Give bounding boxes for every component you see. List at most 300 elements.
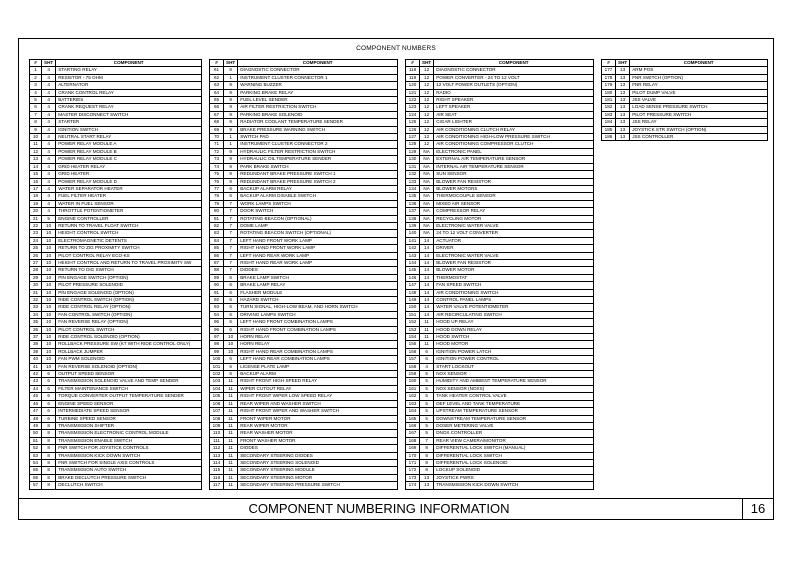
component-number: 130 <box>406 156 420 163</box>
title-block <box>18 498 774 520</box>
component-name: RIGHT HAND FRONT WORK LAMP <box>238 245 398 252</box>
component-number: 16 <box>30 178 42 185</box>
sheet-number: 13 <box>616 89 630 96</box>
component-number: 79 <box>210 200 224 207</box>
sheet-number: 6 <box>42 371 56 378</box>
sheet-number: 11 <box>224 430 238 437</box>
component-number: 106 <box>210 400 224 407</box>
sheet-number: 8 <box>420 445 434 452</box>
sheet-number: 4 <box>42 111 56 118</box>
sheet-number: 9 <box>224 163 238 170</box>
sheet-number: NA <box>420 163 434 170</box>
sheet-number: NA <box>420 200 434 207</box>
component-number: 1 <box>30 67 42 74</box>
sheet-number: 7 <box>224 200 238 207</box>
sheet-number: 7 <box>224 259 238 266</box>
component-number: 181 <box>602 97 616 104</box>
component-number: 129 <box>406 148 420 155</box>
sheet-number: 14 <box>420 245 434 252</box>
table-row <box>406 363 594 370</box>
sheet-number: 10 <box>42 334 56 341</box>
sheet-number: 11 <box>224 415 238 422</box>
component-number: 113 <box>210 452 224 459</box>
table-row <box>30 459 202 466</box>
component-number: 67 <box>210 111 224 118</box>
table-row <box>210 178 398 185</box>
component-number: 24 <box>30 237 42 244</box>
component-name: DOME LAMP <box>238 222 398 229</box>
table-row <box>406 415 594 422</box>
table-row <box>30 171 202 178</box>
component-number: 53 <box>30 452 42 459</box>
component-name: DIODES <box>238 445 398 452</box>
component-number: 26 <box>30 252 42 259</box>
table-row <box>210 267 398 274</box>
component-number: 103 <box>210 378 224 385</box>
component-name: OUTPUT SPEED SENSOR <box>56 371 202 378</box>
table-row <box>602 119 768 126</box>
component-number: 169 <box>406 445 420 452</box>
component-number: 5 <box>30 97 42 104</box>
sheet-number: 10 <box>42 348 56 355</box>
component-name: ELECTRONIC WATER VALVE <box>434 252 594 259</box>
component-name: LOAD SENSE PRESSURE SWITCH <box>630 104 768 111</box>
component-name: ROLLBACK PRESSURE SW (KT WITH RIDE CONTROL ONLY) <box>56 341 202 348</box>
document-frame <box>18 38 774 520</box>
component-name: INTERMEDIATE SPEED SENSOR <box>56 408 202 415</box>
table-row <box>406 259 594 266</box>
component-number: 137 <box>406 208 420 215</box>
component-name: RIGHT SPEAKER <box>434 97 594 104</box>
sheet-number: NA <box>420 193 434 200</box>
sheet-number: 14 <box>420 289 434 296</box>
page-title: COMPONENT NUMBERS <box>356 45 436 52</box>
component-number: 138 <box>406 215 420 222</box>
component-name: BACKUP ALARM <box>238 371 398 378</box>
sheet-number: 10 <box>42 245 56 252</box>
component-number: 164 <box>406 408 420 415</box>
component-name: RADIO <box>434 89 594 96</box>
component-number: 44 <box>30 385 42 392</box>
table-row <box>406 371 594 378</box>
sheet-number: 11 <box>224 378 238 385</box>
component-name: RIGHT HAND REAR COMBINATION LAMPS <box>238 348 398 355</box>
sheet-number: 4 <box>42 156 56 163</box>
table-row <box>30 111 202 118</box>
component-number: 82 <box>210 222 224 229</box>
component-number: 55 <box>30 467 42 474</box>
component-name: BLOWER FAN RESISTOR <box>434 178 594 185</box>
table-row <box>210 82 398 89</box>
component-number: 92 <box>210 297 224 304</box>
sheet-number: 13 <box>616 126 630 133</box>
component-number: 178 <box>602 74 616 81</box>
component-number: 155 <box>406 341 420 348</box>
component-number: 66 <box>210 104 224 111</box>
component-name: IGNITION SWITCH <box>56 126 202 133</box>
component-number: 110 <box>210 430 224 437</box>
component-name: POWER RELAY MODULE B <box>56 148 202 155</box>
sheet-number: 6 <box>42 415 56 422</box>
sheet-number: 10 <box>42 267 56 274</box>
component-name: TURN SIGNAL, HIGH-LOW BEAM, AND HORN SWITCH <box>238 304 398 311</box>
table-row <box>406 156 594 163</box>
sheet-number: 8 <box>420 459 434 466</box>
table-row <box>406 185 594 192</box>
component-name: EXTERNAL AIR TEMPERATURE SENSOR <box>434 156 594 163</box>
sheet-number: 13 <box>616 104 630 111</box>
sheet-number: 6 <box>42 400 56 407</box>
component-number: 117 <box>210 482 224 489</box>
component-number: 185 <box>602 126 616 133</box>
table-row <box>30 222 202 229</box>
sheet-number: 6 <box>224 185 238 192</box>
component-number: 171 <box>406 459 420 466</box>
component-name: RIDE CONTROL SWITCH (OPTION) <box>56 297 202 304</box>
table-row <box>30 393 202 400</box>
table-row <box>30 178 202 185</box>
component-name: RIDE CONTROL RELAY (OPTION) <box>56 304 202 311</box>
sheet-number: 10 <box>224 341 238 348</box>
sheet-number: 4 <box>42 141 56 148</box>
table-row <box>210 304 398 311</box>
component-number: 77 <box>210 185 224 192</box>
component-number: 124 <box>406 111 420 118</box>
table-row <box>30 119 202 126</box>
table-row <box>30 104 202 111</box>
component-name: DEF LEVEL AND TANK TEMPERATURE <box>434 400 594 407</box>
table-row <box>30 252 202 259</box>
component-number: 159 <box>406 371 420 378</box>
table-row <box>210 222 398 229</box>
table-row <box>30 67 202 74</box>
table-row <box>30 319 202 326</box>
component-header: COMPONENT <box>238 60 398 67</box>
page-number: 16 <box>742 499 773 519</box>
sheet-number: 4 <box>42 163 56 170</box>
sheet-number: 12 <box>420 104 434 111</box>
component-number: 68 <box>210 119 224 126</box>
sheet-number: 7 <box>224 267 238 274</box>
component-number: 57 <box>30 482 42 489</box>
sheet-number: 9 <box>224 104 238 111</box>
component-number: 135 <box>406 193 420 200</box>
component-name: DIFFERENTIAL LOCK SOLENOID <box>434 459 594 466</box>
sheet-number: 8 <box>224 67 238 74</box>
component-number: 23 <box>30 230 42 237</box>
table-row <box>406 297 594 304</box>
table-row <box>210 422 398 429</box>
component-name: REAR WASHER MOTOR <box>238 430 398 437</box>
sheet-number: 13 <box>616 111 630 118</box>
sheet-number: 11 <box>224 393 238 400</box>
table-row <box>30 297 202 304</box>
component-name: TURBINE SPEED SENSOR <box>56 415 202 422</box>
component-name: REDUNDANT BRAKE PRESSURE SWITCH 2 <box>238 178 398 185</box>
sheet-number: 9 <box>224 126 238 133</box>
sheet-number: 5 <box>420 385 434 392</box>
table-row <box>30 482 202 489</box>
sheet-number: 7 <box>224 252 238 259</box>
component-number: 161 <box>406 385 420 392</box>
component-name: RETURN TO ZIG PROXIMITY SWITCH <box>56 245 202 252</box>
table-row <box>210 252 398 259</box>
component-number: 61 <box>210 67 224 74</box>
component-number: 4 <box>30 89 42 96</box>
component-number: 31 <box>30 289 42 296</box>
component-number: 112 <box>210 445 224 452</box>
table-row <box>406 200 594 207</box>
component-name: NOX SENSOR <box>434 371 594 378</box>
sheet-number: 5 <box>42 215 56 222</box>
component-name: RIGHT HAND REAR WORK LAMP <box>238 259 398 266</box>
table-row <box>406 385 594 392</box>
component-name: FAN SPEED SWITCH <box>434 282 594 289</box>
sheet-number: 6 <box>224 297 238 304</box>
component-name: INSTRUMENT CLUSTER CONNECTOR 1 <box>238 74 398 81</box>
table-row <box>30 385 202 392</box>
sheet-number: NA <box>420 222 434 229</box>
table-row <box>210 141 398 148</box>
sht-header: SHT <box>42 60 56 67</box>
sheet-number: 10 <box>42 356 56 363</box>
component-header: COMPONENT <box>56 60 202 67</box>
component-number: 50 <box>30 430 42 437</box>
table-row <box>210 126 398 133</box>
component-name: ALTERNATOR <box>56 82 202 89</box>
sheet-number: 10 <box>42 326 56 333</box>
component-name: PILOT CONTROL SWITCH <box>56 326 202 333</box>
component-name: BRAKE LAMP RELAY <box>238 282 398 289</box>
num-header: # <box>210 60 224 67</box>
sheet-number: 4 <box>42 67 56 74</box>
component-number: 76 <box>210 178 224 185</box>
component-number: 98 <box>210 341 224 348</box>
sheet-number: 11 <box>224 445 238 452</box>
component-number: 116 <box>210 474 224 481</box>
component-name: BRAKE PRESSURE WARNING SWITCH <box>238 126 398 133</box>
sheet-number: 10 <box>42 363 56 370</box>
sheet-number: 14 <box>420 311 434 318</box>
component-number: 119 <box>406 74 420 81</box>
sheet-number: 6 <box>42 408 56 415</box>
table-row <box>30 141 202 148</box>
sheet-number: 8 <box>42 467 56 474</box>
component-name: WATER SEPARATOR HEATER <box>56 185 202 192</box>
table-row <box>30 148 202 155</box>
component-number: 34 <box>30 311 42 318</box>
component-name: RETURN TO TRAVEL FLOAT SWITCH <box>56 222 202 229</box>
component-number: 33 <box>30 304 42 311</box>
component-number: 13 <box>30 156 42 163</box>
table-row <box>406 104 594 111</box>
component-name: ARM POS <box>630 67 768 74</box>
component-name: LEFT HAND REAR WORK LAMP <box>238 252 398 259</box>
table-row <box>406 178 594 185</box>
table-row <box>30 445 202 452</box>
table-row <box>210 259 398 266</box>
table-row <box>30 134 202 141</box>
table-row <box>602 134 768 141</box>
table-row <box>210 474 398 481</box>
sheet-number: 5 <box>420 430 434 437</box>
sheet-number: 8 <box>420 452 434 459</box>
table-row <box>30 185 202 192</box>
component-number: 170 <box>406 452 420 459</box>
table-row <box>30 422 202 429</box>
sheet-number: NA <box>420 156 434 163</box>
component-name: PILOT PRESSURE SWITCH <box>630 111 768 118</box>
table-row <box>210 289 398 296</box>
sheet-number: 1 <box>224 134 238 141</box>
component-name: FILTER MAINTENANCE SWITCH <box>56 385 202 392</box>
component-name: THROTTLE POTENTIOMETER <box>56 208 202 215</box>
sheet-number: 6 <box>42 378 56 385</box>
sheet-number: 8 <box>42 482 56 489</box>
table-row <box>406 430 594 437</box>
component-name: SUN SENSOR <box>434 171 594 178</box>
sheet-number: 6 <box>224 289 238 296</box>
sheet-number: 11 <box>420 334 434 341</box>
table-row <box>406 89 594 96</box>
component-name: HOOD DOWN RELAY <box>434 326 594 333</box>
component-name: RIGHT FRONT WIPER AND WASHER SWITCH <box>238 408 398 415</box>
component-name: INTERNAL AIR TEMPERATURE SENSOR <box>434 163 594 170</box>
component-number: 46 <box>30 400 42 407</box>
sheet-number: 8 <box>420 467 434 474</box>
table-row <box>210 356 398 363</box>
table-row <box>30 282 202 289</box>
component-name: POWER RELAY MODULE C <box>56 156 202 163</box>
component-number: 52 <box>30 445 42 452</box>
component-number: 141 <box>406 237 420 244</box>
sheet-number: 10 <box>42 311 56 318</box>
component-name: BLOWER FAN RESISTOR <box>434 259 594 266</box>
sheet-number: 7 <box>224 245 238 252</box>
sheet-number: 4 <box>42 119 56 126</box>
sheet-number: 8 <box>42 452 56 459</box>
sheet-number: 8 <box>42 459 56 466</box>
component-name: DIODES <box>238 267 398 274</box>
sheet-number: NA <box>420 208 434 215</box>
sheet-number: 8 <box>42 430 56 437</box>
table-row <box>602 67 768 74</box>
sheet-number: 6 <box>420 356 434 363</box>
component-name: CONTROL PANEL LAMPS <box>434 297 594 304</box>
sht-header: SHT <box>224 60 238 67</box>
table-row <box>210 208 398 215</box>
component-name: BLOWER MOTOR <box>434 267 594 274</box>
sheet-number: 13 <box>616 134 630 141</box>
sheet-number: 7 <box>224 215 238 222</box>
component-name: SWITCH PAD <box>238 134 398 141</box>
component-number: 168 <box>406 437 420 444</box>
table-row <box>30 74 202 81</box>
table-row <box>30 326 202 333</box>
component-number: 69 <box>210 126 224 133</box>
table-row <box>30 126 202 133</box>
component-name: AIR CONDITIONING CLUTCH RELAY <box>434 126 594 133</box>
component-number: 145 <box>406 267 420 274</box>
table-row <box>210 104 398 111</box>
sheet-number: 6 <box>224 304 238 311</box>
component-number: 85 <box>210 245 224 252</box>
component-number: 40 <box>30 356 42 363</box>
sheet-number: 4 <box>42 104 56 111</box>
sheet-number: 12 <box>420 74 434 81</box>
component-name: LEFT HAND REAR COMBINATION LAMPS <box>238 356 398 363</box>
component-number: 144 <box>406 259 420 266</box>
sheet-number: 13 <box>616 74 630 81</box>
sheet-number: 12 <box>420 126 434 133</box>
sheet-number: 10 <box>224 348 238 355</box>
sheet-number: 14 <box>420 304 434 311</box>
table-row <box>210 200 398 207</box>
component-name: TRANSMISSION SHIFTER <box>56 422 202 429</box>
component-number: 134 <box>406 185 420 192</box>
component-number: 15 <box>30 171 42 178</box>
table-row <box>210 230 398 237</box>
component-name: DNOX CONTROLLER <box>434 430 594 437</box>
table-row <box>30 163 202 170</box>
component-number: 65 <box>210 97 224 104</box>
component-name: LEFT SPEAKER <box>434 104 594 111</box>
component-name: HAZARD SWITCH <box>238 297 398 304</box>
component-number: 86 <box>210 252 224 259</box>
sheet-number: 10 <box>42 252 56 259</box>
sheet-number: 10 <box>42 274 56 281</box>
component-number: 133 <box>406 178 420 185</box>
component-number: 63 <box>210 82 224 89</box>
table-row <box>406 237 594 244</box>
component-name: WATER IN FUEL SENSOR <box>56 200 202 207</box>
table-row <box>210 134 398 141</box>
component-number: 73 <box>210 156 224 163</box>
component-name: DIAGNOSTIC CONNECTOR <box>238 67 398 74</box>
sheet-number: 5 <box>420 378 434 385</box>
component-name: BATTERIES <box>56 97 202 104</box>
component-name: FNR RELAY <box>630 82 768 89</box>
component-number: 167 <box>406 430 420 437</box>
component-name: ACTUATOR <box>434 237 594 244</box>
component-name: PARK BRAKE SWITCH <box>238 163 398 170</box>
component-name: TANK HEATER CONTROL VALVE <box>434 393 594 400</box>
component-table-3 <box>405 59 594 490</box>
component-name: TRANSMISSION KICK DOWN SWITCH <box>434 482 594 489</box>
component-number: 127 <box>406 134 420 141</box>
sheet-number: 9 <box>224 111 238 118</box>
table-row <box>406 437 594 444</box>
sheet-number: 9 <box>224 82 238 89</box>
table-row <box>30 341 202 348</box>
sheet-number: 4 <box>42 82 56 89</box>
table-row <box>210 408 398 415</box>
component-number: 131 <box>406 163 420 170</box>
component-name: PIN ENGAGE SWITCH (OPTION) <box>56 274 202 281</box>
table-row <box>210 334 398 341</box>
footer-title: COMPONENT NUMBERING INFORMATION <box>248 501 510 516</box>
component-number: 143 <box>406 252 420 259</box>
table-row <box>210 437 398 444</box>
component-number: 114 <box>210 459 224 466</box>
component-number: 151 <box>406 311 420 318</box>
component-number: 91 <box>210 289 224 296</box>
table-row <box>210 341 398 348</box>
table-row <box>210 67 398 74</box>
component-name: LEFT HAND FRONT COMBINATION LAMPS <box>238 319 398 326</box>
component-number: 80 <box>210 208 224 215</box>
sheet-number: 10 <box>42 222 56 229</box>
